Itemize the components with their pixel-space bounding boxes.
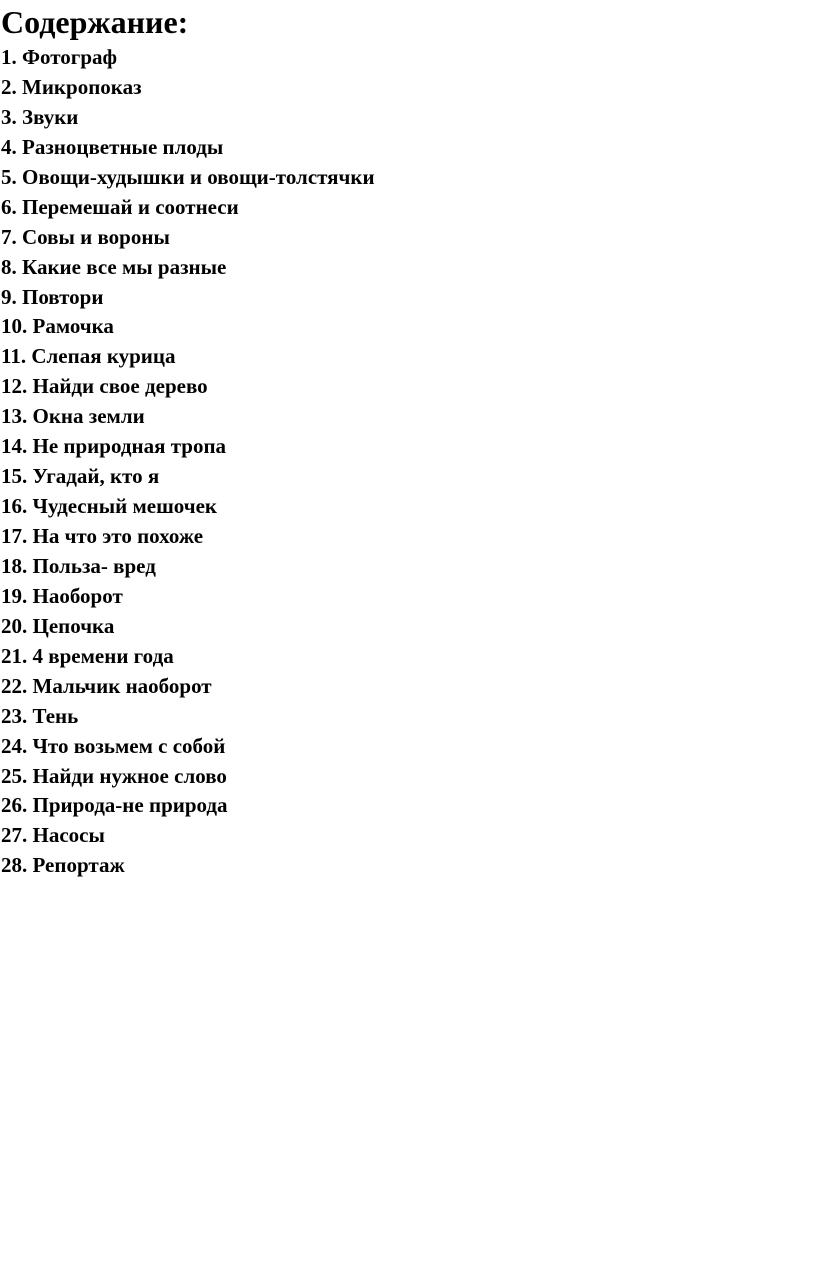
toc-item-14: 14. Не природная тропа	[1, 434, 227, 459]
toc-item-27: 27. Насосы	[1, 823, 105, 848]
toc-item-17: 17. На что это похоже	[1, 524, 204, 548]
toc-item-4: 4. Разноцветные плоды	[1, 134, 224, 159]
toc-item-18: 18. Польза- вред	[1, 553, 156, 578]
toc-item-8: 8. Какие все мы разные	[1, 254, 227, 279]
toc-item-11: 11. Слепая курица	[1, 344, 176, 369]
toc-item-13: 13. Окна земли	[1, 404, 145, 429]
toc-item-9: 9. Повтори	[1, 284, 104, 309]
toc-item-12: 12. Найди свое дерево	[1, 374, 208, 399]
page-title: Содержание:	[1, 4, 189, 40]
table-of-contents	[1, 43, 375, 881]
toc-item-2: 2. Микропоказ	[1, 74, 142, 99]
toc-item-21: 21. 4 времени года	[1, 643, 174, 668]
toc-item-1: 1. Фотограф	[1, 45, 118, 69]
toc-item-23: 23. Тень	[1, 703, 79, 728]
toc-item-7: 7. Совы и вороны	[1, 224, 170, 249]
toc-item-6: 6. Перемешай и соотнеси	[1, 194, 239, 219]
toc-item-19: 19. Наоборот	[1, 583, 123, 608]
toc-item-3: 3. Звуки	[1, 104, 79, 129]
toc-item-15: 15. Угадай, кто я	[1, 464, 160, 489]
toc-item-10: 10. Рамочка	[1, 314, 114, 339]
toc-item-5: 5. Овощи-худышки и овощи-толстячки	[1, 164, 375, 189]
toc-item-20: 20. Цепочка	[1, 613, 115, 638]
toc-item-16: 16. Чудесный мешочек	[1, 494, 218, 519]
toc-item-24: 24. Что возьмем с собой	[1, 733, 226, 758]
toc-item-22: 22. Мальчик наоборот	[1, 673, 212, 698]
toc-item-25: 25. Найди нужное слово	[1, 763, 227, 788]
toc-item-26: 26. Природа-не природа	[1, 793, 228, 818]
toc-item-28: 28. Репортаж	[1, 853, 125, 878]
